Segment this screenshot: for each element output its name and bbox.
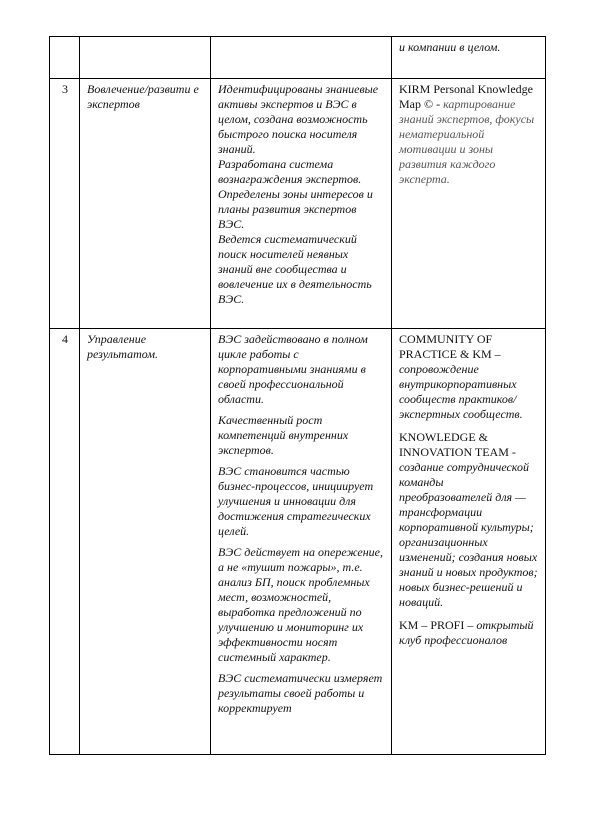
result-text: ВЭС действует на опережение, а не «тушит пожары», т.е. анализ БП, поиск проблемных мест, возможностей, выработка предложений по улучшению и мониторинг их эффективности носят системный характер. xyxy=(218,545,384,664)
results-cell xyxy=(211,37,392,79)
result-text: Идентифицированы знаниевые активы экспертов и ВЭС в целом, создана возможность быстрого поиска носителя знаний. xyxy=(218,82,379,156)
result-text: ВЭС систематически измеряет результаты своей работы и корректирует xyxy=(218,671,383,715)
result-text: Определены зоны интересов и планы развития экспертов ВЭС. xyxy=(218,187,373,231)
tool-description: создание сотруднической команды преобразователей для — трансформации корпоративной культуры; организационных изменений; создания новых знаний и новых продуктов; новых бизнес-решений и новаций. xyxy=(399,460,538,609)
tool-title: COMMUNITY OF PRACTICE & KM – xyxy=(399,332,501,361)
result-text: ВЭС становится частью бизнес-процессов, инициирует улучшения и инновации для достижения стратегических целей. xyxy=(218,464,374,538)
tools-cell xyxy=(392,329,546,755)
tools-cell xyxy=(392,79,546,329)
tool-description: открытый клуб профессионалов xyxy=(399,618,534,647)
result-text: Качественный рост компетенций внутренних экспертов. xyxy=(218,413,349,457)
result-text: Разработана система вознаграждения экспертов. xyxy=(218,157,362,186)
row-number xyxy=(50,37,80,79)
tool-title: KM – PROFI – xyxy=(399,618,474,632)
tool-description: сопровождение внутрикорпоративных сообществ практиков/экспертных сообществ. xyxy=(399,362,523,421)
result-text: Ведется систематический поиск носителей неявных знаний вне сообщества и вовлечение их в деятельность ВЭС. xyxy=(218,232,372,306)
tools-cell xyxy=(392,37,546,79)
document-table xyxy=(49,36,546,755)
result-text: ВЭС задействовано в полном цикле работы с корпоративными знаниями в своей профессиональной области. xyxy=(218,332,368,406)
tool-title: KNOWLEDGE & INNOVATION TEAM - xyxy=(399,430,516,459)
row-number: 4 xyxy=(50,329,80,755)
tool-description: картирование знаний экспертов, фокусы нематериальной мотивации и зоны развития каждого эксперта. xyxy=(399,97,535,186)
results-cell xyxy=(211,79,392,329)
table-row xyxy=(50,37,546,79)
tool-title: KIRM Personal Knowledge Map © - xyxy=(399,82,533,111)
results-cell xyxy=(211,329,392,755)
area-cell: Вовлечение/развити е экспертов xyxy=(80,79,211,329)
table-row xyxy=(50,79,546,329)
area-cell: Управление результатом. xyxy=(80,329,211,755)
row-number: 3 xyxy=(50,79,80,329)
table-row xyxy=(50,329,546,755)
tools-text: и компании в целом. xyxy=(399,40,501,54)
area-cell xyxy=(80,37,211,79)
